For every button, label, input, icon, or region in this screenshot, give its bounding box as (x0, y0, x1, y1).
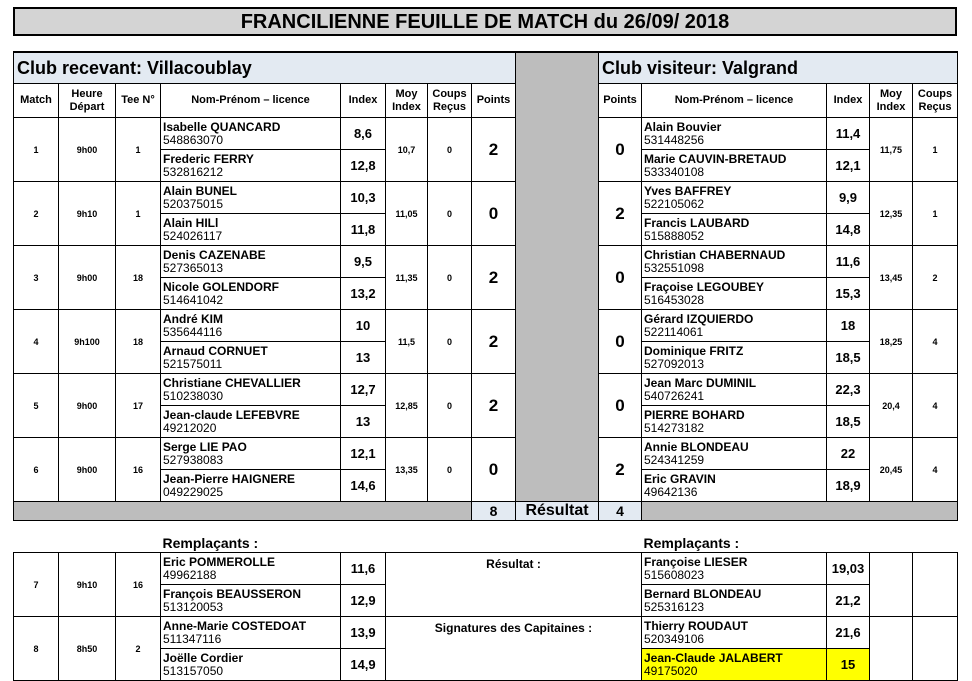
player-licence: 522114061 (644, 324, 704, 339)
away-player (642, 406, 827, 438)
away-points: 0 (599, 246, 642, 310)
player-name: Jean-Claude JALABERT (644, 650, 783, 665)
away-player (642, 342, 827, 374)
home-index: 9,5 (341, 246, 386, 278)
player-name: Serge LIE PAO (163, 439, 247, 454)
home-player (161, 374, 341, 406)
away-total: 4 (599, 502, 642, 521)
result-filler-right (642, 502, 958, 521)
away-index: 18,5 (827, 406, 870, 438)
result-label: Résultat (516, 502, 599, 521)
away-replacement-player (642, 649, 827, 681)
player-licence: 049229025 (163, 484, 224, 499)
match-number: 3 (14, 246, 59, 310)
replacement-row (14, 553, 958, 585)
player-licence: 511347116 (163, 631, 222, 646)
away-index: 11,6 (827, 246, 870, 278)
player-name: Christiane CHEVALLIER (163, 375, 301, 390)
player-name: Joëlle Cordier (163, 650, 244, 665)
away-player (642, 438, 827, 470)
home-index: 12,8 (341, 150, 386, 182)
home-points: 0 (472, 182, 516, 246)
player-name: Françoise LIESER (644, 554, 748, 569)
home-index: 10,3 (341, 182, 386, 214)
header-away-moy: Moy Index (870, 84, 913, 118)
player-name: François BEAUSSERON (163, 586, 302, 601)
away-index: 18,9 (827, 470, 870, 502)
match-row (14, 246, 958, 278)
home-player (161, 214, 341, 246)
away-index: 22,3 (827, 374, 870, 406)
home-club-title: Club recevant: Villacoublay (14, 52, 516, 84)
header-points: Points (472, 84, 516, 118)
home-coups-recus: 0 (428, 438, 472, 502)
away-index: 21,2 (827, 585, 870, 617)
player-name: Thierry ROUDAUT (644, 618, 749, 633)
home-index: 12,1 (341, 438, 386, 470)
home-points: 2 (472, 374, 516, 438)
sheet-title: FRANCILIENNE FEUILLE DE MATCH du 26/09/ 2018 (13, 7, 957, 36)
home-index: 11,8 (341, 214, 386, 246)
home-index: 13 (341, 406, 386, 438)
home-player (161, 342, 341, 374)
home-replacement-player (161, 649, 341, 681)
home-moy-index: 10,7 (386, 118, 428, 182)
away-index: 9,9 (827, 182, 870, 214)
home-coups-recus: 0 (428, 246, 472, 310)
match-number: 4 (14, 310, 59, 374)
player-name: Alain HILl (163, 215, 219, 230)
player-licence: 510238030 (163, 388, 224, 403)
away-replacement-player (642, 585, 827, 617)
header-match: Match (14, 84, 59, 118)
player-licence: 535644116 (163, 324, 223, 339)
match-heure: 9h00 (59, 374, 116, 438)
player-name: Jean-Pierre HAIGNERE (163, 471, 296, 486)
header-tee: Tee N° (116, 84, 161, 118)
away-moy-index (870, 553, 913, 617)
match-tee: 1 (116, 182, 161, 246)
away-club-title: Club visiteur: Valgrand (599, 52, 958, 84)
player-licence: 524341259 (644, 452, 705, 467)
match-tee: 18 (116, 246, 161, 310)
home-index: 12,9 (341, 585, 386, 617)
spacer (516, 535, 642, 553)
home-moy-index: 12,85 (386, 374, 428, 438)
header-away-index: Index (827, 84, 870, 118)
result-row (14, 502, 958, 521)
player-name: Jean-claude LEFEBVRE (163, 407, 300, 422)
match-heure: 9h00 (59, 438, 116, 502)
home-index: 8,6 (341, 118, 386, 150)
match-number: 6 (14, 438, 59, 502)
player-licence: 527938083 (163, 452, 224, 467)
home-player (161, 182, 341, 214)
match-tee: 18 (116, 310, 161, 374)
home-coups-recus: 0 (428, 374, 472, 438)
home-index: 14,6 (341, 470, 386, 502)
away-remplacants-label: Remplaçants : (643, 535, 740, 552)
player-name: Alain BUNEL (163, 183, 238, 198)
home-moy-index: 11,5 (386, 310, 428, 374)
player-licence: 513120053 (163, 599, 224, 614)
player-name: Eric POMMEROLLE (163, 554, 276, 569)
away-points: 0 (599, 374, 642, 438)
match-tee: 17 (116, 374, 161, 438)
player-licence: 513157050 (163, 663, 224, 678)
home-moy-index: 13,35 (386, 438, 428, 502)
player-licence: 49962188 (163, 567, 217, 582)
player-name: Annie BLONDEAU (644, 439, 749, 454)
header-away-nom: Nom-Prénom – licence (642, 84, 827, 118)
home-points: 2 (472, 310, 516, 374)
home-moy-index: 11,05 (386, 182, 428, 246)
player-name: Jean Marc DUMINIL (644, 375, 757, 390)
player-name: Bernard BLONDEAU (644, 586, 762, 601)
match-row (14, 182, 958, 214)
player-name: André KIM (163, 311, 223, 326)
home-coups-recus: 0 (428, 182, 472, 246)
home-coups-recus: 0 (428, 310, 472, 374)
player-licence: 524026117 (163, 228, 223, 243)
away-player (642, 182, 827, 214)
away-moy-index (870, 617, 913, 681)
match-row (14, 118, 958, 150)
player-licence: 514273182 (644, 420, 705, 435)
result-filler-left (14, 502, 472, 521)
player-name: PIERRE BOHARD (644, 407, 745, 422)
away-player (642, 246, 827, 278)
away-points: 0 (599, 118, 642, 182)
away-coups-recus: 1 (913, 182, 958, 246)
match-row (14, 438, 958, 470)
away-player (642, 150, 827, 182)
home-index: 12,7 (341, 374, 386, 406)
match-number: 1 (14, 118, 59, 182)
player-name: Dominique FRITZ (644, 343, 744, 358)
home-index: 13 (341, 342, 386, 374)
away-replacement-player (642, 617, 827, 649)
match-number: 8 (14, 617, 59, 681)
home-replacement-player (161, 617, 341, 649)
away-points: 2 (599, 182, 642, 246)
match-number: 5 (14, 374, 59, 438)
match-heure: 9h100 (59, 310, 116, 374)
player-name: Anne-Marie COSTEDOAT (163, 618, 307, 633)
away-index: 15 (827, 649, 870, 681)
spacer (14, 521, 958, 535)
player-licence: 548863070 (163, 132, 224, 147)
away-replacement-player (642, 553, 827, 585)
home-points: 2 (472, 118, 516, 182)
away-moy-index: 20,45 (870, 438, 913, 502)
header-moy: Moy Index (386, 84, 428, 118)
match-sheet-table (13, 51, 958, 681)
away-moy-index: 11,75 (870, 118, 913, 182)
player-name: Alain Bouvier (644, 119, 722, 134)
away-player (642, 214, 827, 246)
home-index: 14,9 (341, 649, 386, 681)
match-heure: 9h00 (59, 118, 116, 182)
away-index: 14,8 (827, 214, 870, 246)
player-licence: 49642136 (644, 484, 698, 499)
home-player (161, 278, 341, 310)
match-number: 2 (14, 182, 59, 246)
spacer (14, 535, 161, 553)
away-coups-recus: 4 (913, 310, 958, 374)
player-licence: 515888052 (644, 228, 705, 243)
home-total: 8 (472, 502, 516, 521)
away-player (642, 310, 827, 342)
away-points: 2 (599, 438, 642, 502)
player-licence: 520375015 (163, 196, 224, 211)
player-name: Frederic FERRY (163, 151, 254, 166)
player-name: Fraçoise LEGOUBEY (644, 279, 765, 294)
player-licence: 520349106 (644, 631, 705, 646)
away-player (642, 118, 827, 150)
player-licence: 532551098 (644, 260, 705, 275)
home-player (161, 246, 341, 278)
player-name: Christian CHABERNAUD (644, 247, 786, 262)
home-index: 13,2 (341, 278, 386, 310)
player-name: Isabelle QUANCARD (163, 119, 281, 134)
away-index: 11,4 (827, 118, 870, 150)
home-coups-recus: 0 (428, 118, 472, 182)
header-nom: Nom-Prénom – licence (161, 84, 341, 118)
player-licence: 49175020 (644, 663, 698, 678)
away-coups-recus (913, 553, 958, 617)
home-index: 13,9 (341, 617, 386, 649)
away-index: 18,5 (827, 342, 870, 374)
player-licence: 527365013 (163, 260, 224, 275)
header-away-coups: Coups Reçus (913, 84, 958, 118)
player-licence: 533340108 (644, 164, 705, 179)
player-licence: 514641042 (163, 292, 224, 307)
home-moy-index: 11,35 (386, 246, 428, 310)
player-licence: 516453028 (644, 292, 705, 307)
home-player (161, 406, 341, 438)
player-name: Eric GRAVIN (644, 471, 716, 486)
away-moy-index: 20,4 (870, 374, 913, 438)
player-licence: 540726241 (644, 388, 705, 403)
away-coups-recus: 4 (913, 374, 958, 438)
player-licence: 531448256 (644, 132, 705, 147)
home-player (161, 438, 341, 470)
away-coups-recus: 1 (913, 118, 958, 182)
home-remplacants-label: Remplaçants : (162, 535, 259, 552)
home-points: 2 (472, 246, 516, 310)
player-name: Nicole GOLENDORF (163, 279, 280, 294)
away-index: 21,6 (827, 617, 870, 649)
home-player (161, 470, 341, 502)
header-away-points: Points (599, 84, 642, 118)
home-player (161, 150, 341, 182)
away-index: 12,1 (827, 150, 870, 182)
player-name: Francis LAUBARD (644, 215, 750, 230)
player-name: Arnaud CORNUET (163, 343, 268, 358)
player-licence: 532816212 (163, 164, 224, 179)
player-name: Yves BAFFREY (644, 183, 732, 198)
center-divider (516, 52, 599, 502)
away-coups-recus (913, 617, 958, 681)
match-heure: 9h00 (59, 246, 116, 310)
away-moy-index: 13,45 (870, 246, 913, 310)
header-heure: Heure Départ (59, 84, 116, 118)
away-index: 15,3 (827, 278, 870, 310)
match-tee: 16 (116, 438, 161, 502)
away-index: 18 (827, 310, 870, 342)
player-licence: 521575011 (163, 356, 223, 371)
player-name: Denis CAZENABE (163, 247, 266, 262)
away-points: 0 (599, 310, 642, 374)
signatures-label: Signatures des Capitaines : (386, 617, 642, 681)
match-tee: 16 (116, 553, 161, 617)
replacement-row (14, 617, 958, 649)
away-coups-recus: 4 (913, 438, 958, 502)
away-index: 19,03 (827, 553, 870, 585)
match-heure: 9h10 (59, 553, 116, 617)
home-player (161, 310, 341, 342)
resultat-label: Résultat : (386, 553, 642, 617)
player-licence: 515608023 (644, 567, 705, 582)
player-licence: 525316123 (644, 599, 705, 614)
match-row (14, 374, 958, 406)
player-licence: 527092013 (644, 356, 705, 371)
match-tee: 2 (116, 617, 161, 681)
away-coups-recus: 2 (913, 246, 958, 310)
match-tee: 1 (116, 118, 161, 182)
home-replacement-player (161, 553, 341, 585)
header-coups: Coups Reçus (428, 84, 472, 118)
player-name: Gérard IZQUIERDO (644, 311, 754, 326)
home-player (161, 118, 341, 150)
player-name: Marie CAUVIN-BRETAUD (644, 151, 787, 166)
home-points: 0 (472, 438, 516, 502)
match-heure: 9h10 (59, 182, 116, 246)
match-number: 7 (14, 553, 59, 617)
player-licence: 49212020 (163, 420, 217, 435)
player-licence: 522105062 (644, 196, 705, 211)
home-index: 11,6 (341, 553, 386, 585)
away-index: 22 (827, 438, 870, 470)
match-heure: 8h50 (59, 617, 116, 681)
match-row (14, 310, 958, 342)
away-player (642, 374, 827, 406)
home-index: 10 (341, 310, 386, 342)
away-moy-index: 12,35 (870, 182, 913, 246)
away-player (642, 278, 827, 310)
header-index: Index (341, 84, 386, 118)
home-replacement-player (161, 585, 341, 617)
away-player (642, 470, 827, 502)
away-moy-index: 18,25 (870, 310, 913, 374)
